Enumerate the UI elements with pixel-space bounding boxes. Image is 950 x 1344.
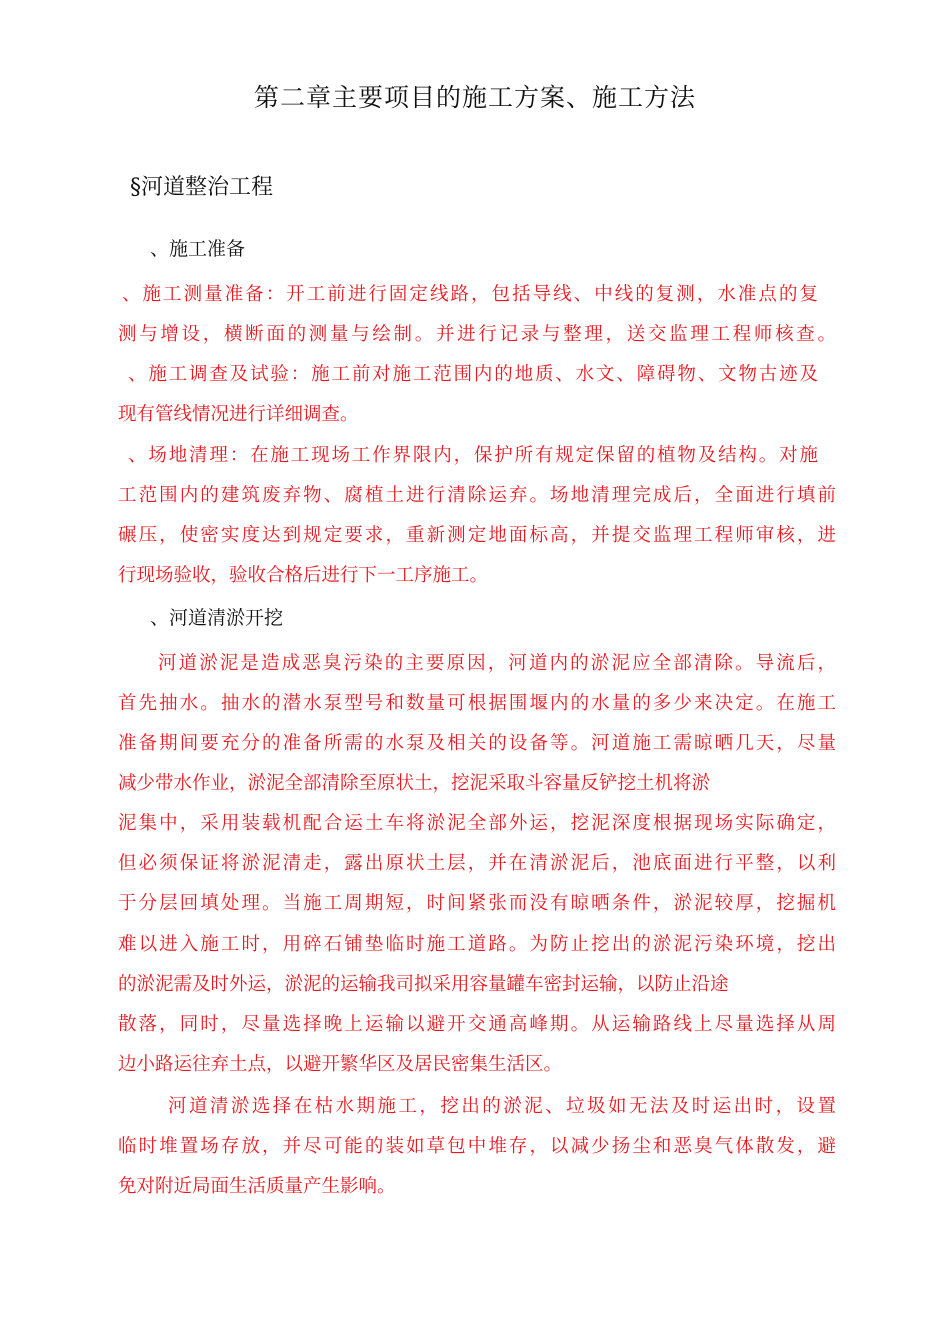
subhead-construction-prep: 、施工准备 (150, 238, 246, 260)
text-line: 难以进入施工时，用碎石铺垫临时施工道路。为防止挖出的淤泥污染环境，挖出 (118, 934, 836, 955)
text-line: 的淤泥需及时外运，淤泥的运输我司拟采用容量罐车密封运输，以防止沿途 (118, 974, 729, 995)
text-line: 边小路运往弃土点，以避开繁华区及居民密集生活区。 (118, 1054, 563, 1075)
text-line: 河道清淤选择在枯水期施工，挖出的淤泥、垃圾如无法及时运出时，设置 (168, 1096, 836, 1117)
text-line: 行现场验收，验收合格后进行下一工序施工。 (118, 565, 489, 586)
text-line: 碾压，使密实度达到规定要求，重新测定地面标高，并提交监理工程师审核，进 (118, 525, 836, 546)
subhead-river-dredging: 、河道清淤开挖 (150, 607, 284, 629)
text-line: 现有管线情况进行详细调查。 (118, 404, 359, 425)
text-line: 首先抽水。抽水的潜水泵型号和数量可根据围堰内的水量的多少来决定。在施工 (118, 693, 836, 714)
text-line: 、场地清理：在施工现场工作界限内，保护所有规定保留的植物及结构。对施 (128, 445, 818, 466)
section-heading: §河道整治工程 (130, 175, 274, 200)
text-line: 、施工调查及试验：施工前对施工范围内的地质、水文、障碍物、文物古迹及 (128, 364, 818, 385)
text-line: 散落，同时，尽量选择晚上运输以避开交通高峰期。从运输路线上尽量选择从周 (118, 1014, 836, 1035)
text-line: 准备期间要充分的准备所需的水泵及相关的设备等。河道施工需晾晒几天，尽量 (118, 733, 836, 754)
text-line: 减少带水作业，淤泥全部清除至原状土，挖泥采取斗容量反铲挖土机将淤 (118, 773, 711, 794)
text-line: 河道淤泥是造成恶臭污染的主要原因，河道内的淤泥应全部清除。导流后， (158, 653, 836, 674)
text-line: 泥集中，采用装载机配合运土车将淤泥全部外运，挖泥深度根据现场实际确定， (118, 813, 836, 834)
chapter-title: 第二章主要项目的施工方案、施工方法 (253, 83, 696, 112)
text-line: 、施工测量准备：开工前进行固定线路，包括导线、中线的复测，水准点的复 (122, 284, 818, 305)
text-line: 但必须保证将淤泥清走，露出原状土层，并在清淤泥后，池底面进行平整，以利 (118, 853, 836, 874)
text-line: 于分层回填处理。当施工周期短，时间紧张而没有晾晒条件，淤泥较厚，挖掘机 (118, 893, 836, 914)
text-line: 工范围内的建筑废弃物、腐植土进行清除运弃。场地清理完成后，全面进行填前 (118, 485, 836, 506)
text-line: 测与增设，横断面的测量与绘制。并进行记录与整理，送交监理工程师核查。 (118, 324, 836, 345)
text-line: 临时堆置场存放，并尽可能的装如草包中堆存，以减少扬尘和恶臭气体散发，避 (118, 1136, 836, 1157)
text-line: 免对附近局面生活质量产生影响。 (118, 1176, 396, 1197)
